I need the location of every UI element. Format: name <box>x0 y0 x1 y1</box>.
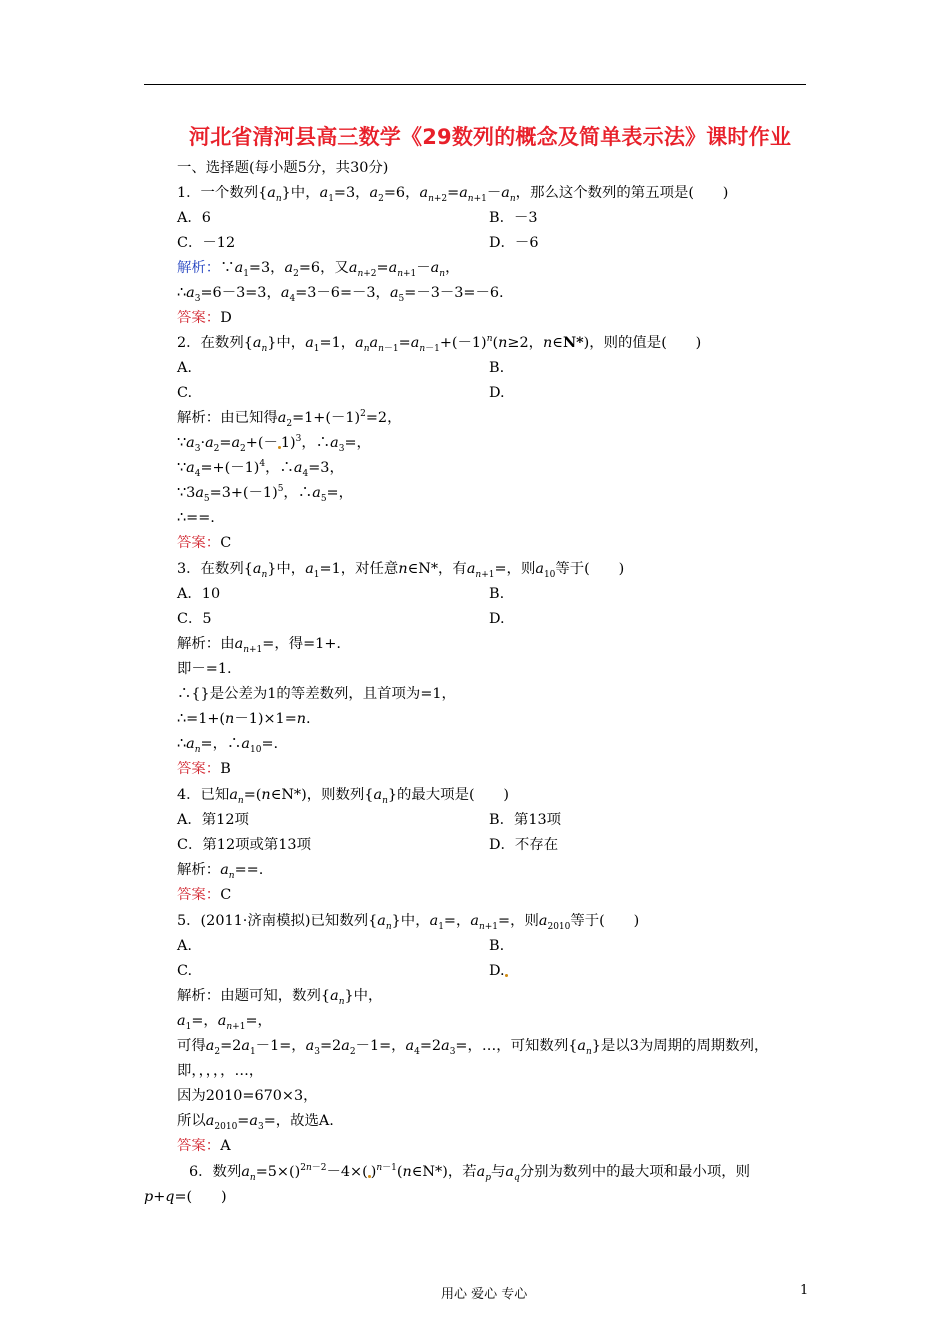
q3-analysis-4: ∴=1+(n－1)×1=n. <box>177 711 311 727</box>
q3-option-a: A．10 <box>177 586 221 602</box>
q2-option-a: A. <box>177 360 192 376</box>
q2-answer: 答案：C <box>177 535 232 551</box>
q4-option-d: D．不存在 <box>489 837 559 853</box>
section-heading: 一、选择题(每小题5分，共30分) <box>177 160 389 176</box>
q2-analysis-1: 解析：由已知得$a_2=1+(-1)^2=2$， <box>177 409 402 429</box>
q4-option-a: A．第12项 <box>177 812 249 828</box>
q4-answer: 答案：C <box>177 887 232 903</box>
q6-stem: 6．数列$a_n=5\times()^{2n-2}-4\times$( )$^{n-1}$(n∈N*)，若$a_p$与$a_q$分别为数列中的最大项和最小项，则 <box>189 1163 750 1183</box>
q5-analysis-2: $a_1=$，$a_{n+1}=$， <box>177 1013 272 1032</box>
q4-option-c: C．第12项或第13项 <box>177 837 311 853</box>
stray-mark-icon <box>505 974 508 977</box>
q5-option-d: D. <box>489 962 508 980</box>
q3-option-c: C．5 <box>177 611 212 627</box>
q3-answer: 答案：B <box>177 761 231 777</box>
page-number: 1 <box>800 1283 809 1298</box>
header-rule <box>144 84 806 85</box>
q3-analysis-5: $\therefore a_n=$，$\therefore a_{10}=$. <box>177 736 279 755</box>
q2-analysis-5: ∴==. <box>177 510 215 526</box>
q5-option-a: A. <box>177 938 192 954</box>
q1-option-c: C．－12 <box>177 235 236 251</box>
q2-option-c: C. <box>177 385 193 401</box>
q5-option-b: B. <box>489 938 505 954</box>
q5-analysis-1: 解析：由题可知，数列$\{a_n\}$中， <box>177 988 383 1007</box>
q1-answer: 答案：D <box>177 310 232 326</box>
q5-answer: 答案：A <box>177 1138 231 1154</box>
q2-option-b: B. <box>489 360 505 376</box>
q5-option-c: C. <box>177 963 193 979</box>
q5-analysis-4: 即，，，，，…， <box>177 1063 264 1079</box>
q2-option-d: D. <box>489 385 505 401</box>
q6-stem-cont: p+q=( ) <box>144 1189 227 1205</box>
q5-analysis-3: 可得$a_2=2a_1-1=$，$a_3=2a_2-1=$，$a_4=2a_3=$，…，可知数列$\{a_n\}$是以3为周期的周期数列， <box>177 1038 769 1057</box>
q3-stem: 3．在数列$\{a_n\}$中，$a_1=1$，对任意n∈N*，有$a_{n+1}=$，则$a_{10}$等于( ) <box>177 561 625 580</box>
q3-option-b: B. <box>489 586 505 602</box>
q4-option-b: B．第13项 <box>489 812 562 828</box>
q4-analysis-1: 解析：$a_n==$. <box>177 862 264 881</box>
q3-analysis-1: 解析：由$a_{n+1}=$，得=1+. <box>177 636 341 655</box>
q3-option-d: D. <box>489 611 505 627</box>
q1-option-a: A．6 <box>177 210 211 226</box>
q3-analysis-3: ∴{}是公差为1的等差数列，且首项为=1， <box>177 686 456 702</box>
q1-option-b: B．－3 <box>489 210 538 226</box>
q1-analysis-2: $\therefore a_3=6-3=3$，$a_4=3-6=-3$，$a_5=-3-3=-6$. <box>177 285 504 304</box>
q5-analysis-6: 所以$a_{2010}=a_3=$，故选A. <box>177 1113 334 1132</box>
q1-stem: 1．一个数列$\{a_n\}$中，$a_1=3$，$a_2=6$，$a_{n+2}=a_{n+1}-a_n$，那么这个数列的第五项是( ) <box>177 185 729 204</box>
q4-stem: 4．已知$a_n=(n\in N*)$，则数列$\{a_n\}$的最大项是( ) <box>177 787 509 806</box>
q5-stem: 5．(2011·济南模拟)已知数列$\{a_n\}$中，$a_1=$，$a_{n+1}=$，则$a_{2010}$等于( ) <box>177 913 640 932</box>
q1-analysis-1: 解析：$\because a_1=3$，$a_2=6$，又$a_{n+2}=a_{n+1}-a_n$， <box>177 260 460 279</box>
q2-analysis-4: $\because 3a_5=3+(-1)^5$，$\therefore a_5=$， <box>177 484 353 504</box>
q2-analysis-2: $\because a_3\cdot a_2=a_2+(- 1)^3$，$\therefore a_3=$， <box>177 434 371 454</box>
q5-analysis-5: 因为2010=670×3， <box>177 1088 318 1104</box>
page-title: 河北省清河县高三数学《29数列的概念及简单表示法》课时作业 <box>189 125 792 149</box>
q3-analysis-2: 即－=1. <box>177 661 232 677</box>
page-footer: 用心 爱心 专心 <box>441 1287 528 1302</box>
q2-analysis-3: $\because a_4=+(-1)^4$，$\therefore a_4=3$， <box>177 459 344 479</box>
q1-option-d: D．－6 <box>489 235 539 251</box>
q2-stem: 2．在数列$\{a_n\}$中，$a_1=1$，$a_na_{n-1}=a_{n-1}+(-1)^n(n\ge 2$，n∈N*)，则的值是( ) <box>177 334 702 354</box>
